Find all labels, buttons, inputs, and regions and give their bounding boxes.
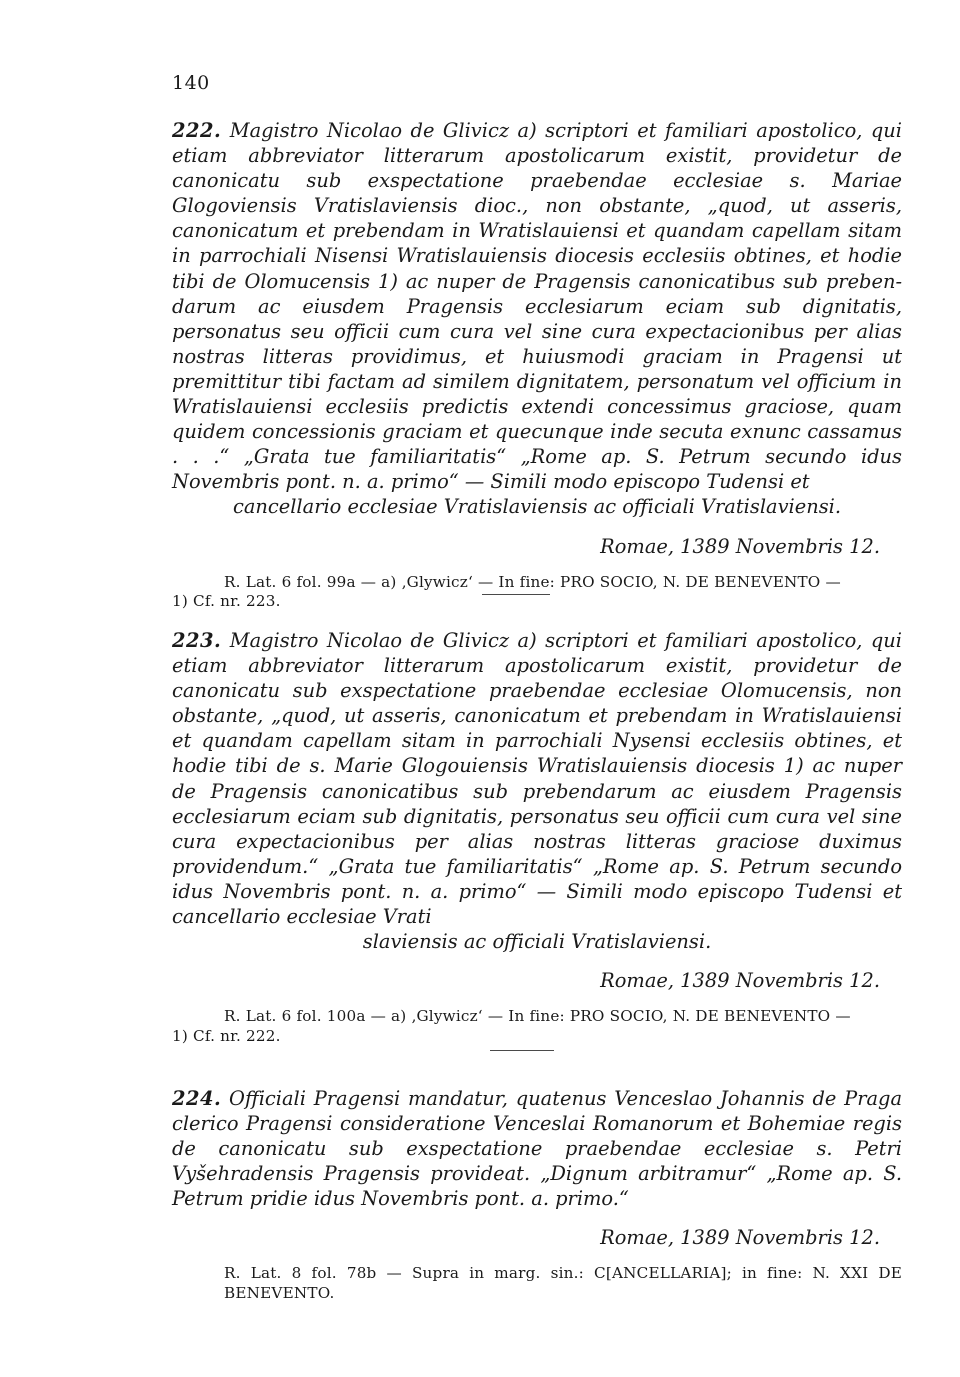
entry-last-line: slaviensis ac officiali Vratislaviensi. bbox=[362, 930, 712, 954]
entry-224 bbox=[172, 1086, 902, 1303]
entry-date: Romae, 1389 Novembris 12. bbox=[600, 1226, 880, 1250]
entry-number: 222. bbox=[172, 119, 222, 142]
entry-apparatus bbox=[172, 573, 902, 612]
entry-date: Romae, 1389 Novembris 12. bbox=[600, 534, 880, 558]
separator bbox=[490, 1050, 554, 1051]
footnote: 1) Cf. nr. 223. bbox=[172, 592, 281, 610]
entry-date: Romae, 1389 Novembris 12. bbox=[600, 969, 880, 993]
entry-body bbox=[172, 1086, 902, 1211]
entry-number: 224. bbox=[172, 1087, 222, 1110]
entry-222 bbox=[172, 118, 902, 612]
source-line: R. Lat. 6 fol. 99a — a) ‚Glywicz‘ — In fine: PRO SOCIO, N. DE BENEVENTO — bbox=[224, 572, 841, 591]
entry-number: 223. bbox=[172, 629, 222, 652]
entry-apparatus bbox=[172, 1007, 902, 1046]
entry-last-line: cancellario ecclesiae Vratislaviensis ac officiali Vratislaviensi. bbox=[232, 495, 842, 519]
separator bbox=[482, 594, 550, 595]
source-line: R. Lat. 6 fol. 100a — a) ‚Glywicz‘ — In fine: PRO SOCIO, N. DE BENEVENTO — bbox=[224, 1007, 851, 1026]
entry-223 bbox=[172, 628, 902, 1046]
entry-text: Officiali Pragensi mandatur, quatenus Venceslao Johannis de Praga clerico Pragensi consideratione Venceslai Romanorum et Bohemiae regis de canonicatu sub exspectatione praebendae ecclesiae s. Petri Vyšehradensis Pragensis provideat. „Dignum arbitramur“ „Rome ap. S. Petrum pridie idus Novembris pont. a. primo.“ bbox=[172, 1087, 902, 1211]
entry-body bbox=[172, 628, 902, 929]
source-line: R. Lat. 8 fol. 78b — Supra in marg. sin.: C[ANCELLARIA]; in fine: N. XXI DE BENEVENTO. bbox=[224, 1264, 902, 1302]
entry-apparatus bbox=[172, 1264, 902, 1303]
footnote: 1) Cf. nr. 222. bbox=[172, 1026, 281, 1045]
entry-body bbox=[172, 118, 902, 494]
entry-text: Magistro Nicolao de Glivicz a) scriptori et familiari apostolico, qui etiam abbreviator litterarum apostolicarum existit, providetur de canonicatu sub exspectatione praebendae ecclesiae s. Mariae Glogoviensis Vratislaviensis dioc., non obstante, „quod, ut asseris, canonicatum et prebendam in Wratislauiensi et quandam capellam sitam in parrochiali Nisensi Wratislauiensis diocesis ecclesiis obtines, et hodie tibi de Olomucensis 1) ac nuper de Pragensis canonicatibus sub prebendarum ac eiusdem Pragensis ecclesiarum eciam sub dignitatis, personatus seu officii cum cura vel sine cura expectacionibus per alias nostras litteras providimus, et huiusmodi graciam in Pragensi ut premittitur tibi factam ad similem dignitatem, personatum vel officium in Wratislauiensi ecclesiis predictis extendi concessimus graciose, quam quidem concessionis graciam et quecunque inde secuta exnunc cassamus . . .“ „Grata tue familiaritatis“ „Rome ap. S. Petrum secundo idus Novembris pont. n. a. primo“ — Simili modo episcopo Tudensi et bbox=[172, 119, 902, 494]
entry-text: Magistro Nicolao de Glivicz a) scriptori et familiari apostolico, qui etiam abbreviator litterarum apostolicarum existit, providetur de canonicatu sub exspectatione praebendae ecclesiae Olomucensis, non obstante, „quod, ut asseris, canonicatum et prebendam in Wratislauiensi et quandam capellam sitam in parrochiali Nysensi ecclesiis obtines, et hodie tibi de s. Marie Glogouiensis Wratislauiensis diocesis 1) ac nuper de Pragensis canonicatibus sub prebendarum ac eiusdem Pragensis ecclesiarum eciam sub dignitatis, personatus seu officii cum cura vel sine cura expectacionibus per alias nostras litteras graciose duximus providendum.“ „Grata tue familiaritatis“ „Rome ap. S. Petrum secundo idus Novembris pont. n. a. primo“ — Simili modo episcopo Tudensi et cancellario ecclesiae Vrati bbox=[172, 629, 902, 929]
page-number: 140 bbox=[172, 72, 210, 94]
